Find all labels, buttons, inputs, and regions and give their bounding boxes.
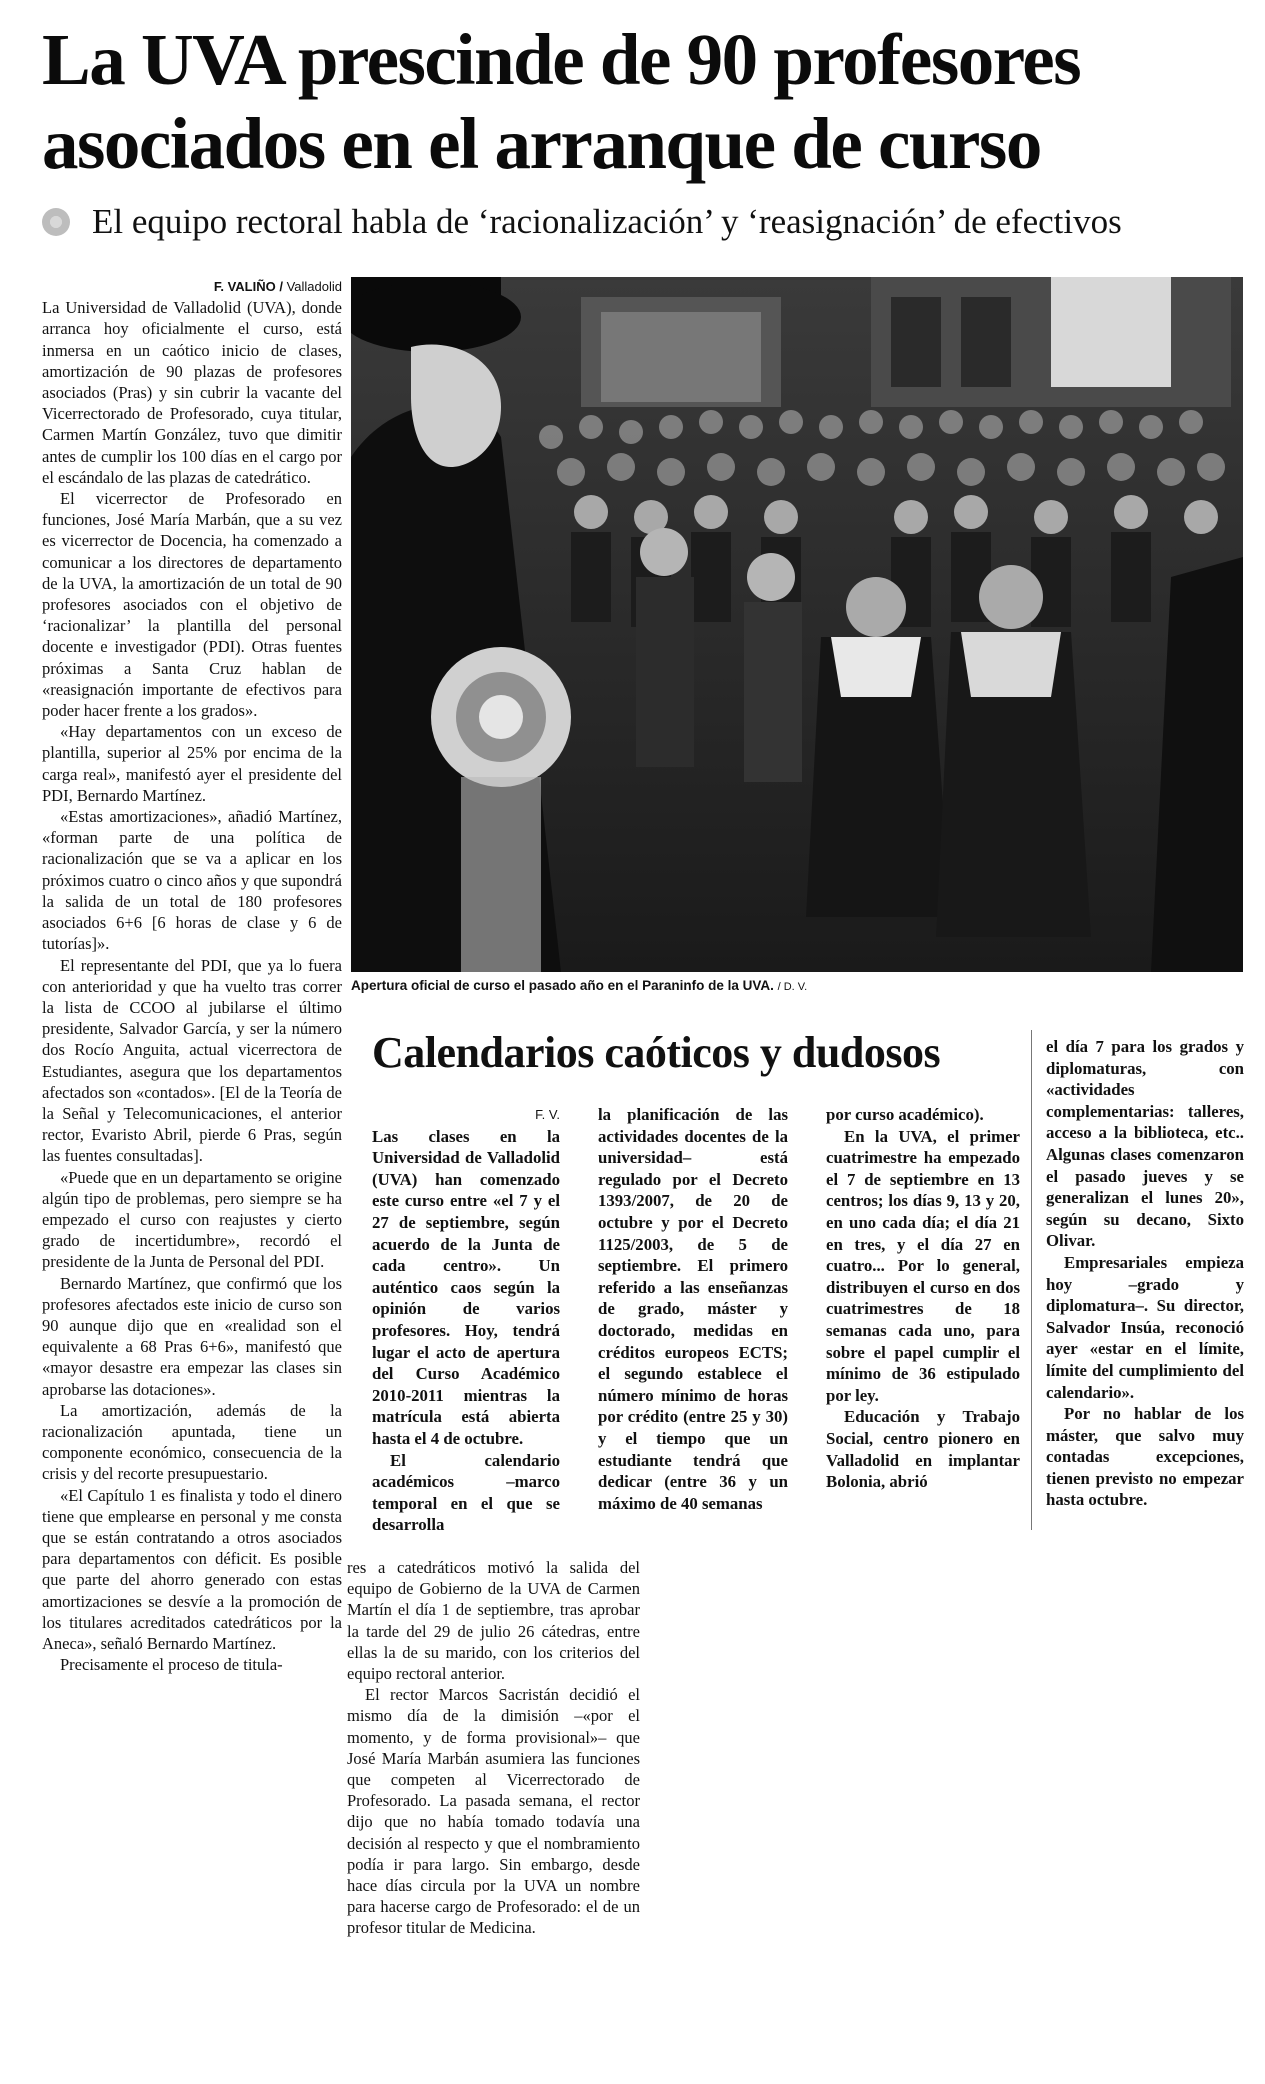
- sidebar-column-a: [372, 1104, 560, 1536]
- article-paragraph: El rector Marcos Sacristán decidió el mismo día de la dimisión –«por el momento, y de forma provisional»– que José María Marbán asumiera las funciones que competen al Vicerrectorado de Profesorado. La pasada semana, el rector dijo que no había tomado todavía una decisión al respecto y que el nombramiento podía ir para largo. Sin embargo, desde hace días circula por la UVA un nombre para hacerse cargo de Profesorado: el de un profesor titular de Medicina.: [347, 1685, 640, 1938]
- article-paragraph: «Puede que en un departamento se origine algún tipo de problemas, pero siempre se ha empezado el curso con reajustes y cierto grado de incertidumbre», recordó el presidente de la Junta de Personal del PDI.: [42, 1167, 342, 1272]
- sidebar-paragraph: Empresariales empieza hoy –grado y diplomatura–. Su director, Salvador Insúa, reconoció ayer «estar en el límite, límite del cumplimiento del calendario».: [1046, 1252, 1244, 1402]
- sidebar-paragraph: el día 7 para los grados y diplomaturas, con «actividades complementarias: talleres, acceso a la biblioteca, etc.. Algunas clases comenzaron el pasado jueves y se generalizan el lunes 20», según su decano, Sixto Olivar.: [1046, 1037, 1244, 1251]
- photo-caption-text: Apertura oficial de curso el pasado año en el Paraninfo de la UVA.: [351, 978, 774, 993]
- sidebar-divider: [1031, 1030, 1032, 1530]
- sidebar-paragraph: En la UVA, el primer cuatrimestre ha empezado el 7 de septiembre en 13 centros; los días 9, 13 y 20, en uno cada día; el día 21 en tres, y el día 27 en cuatro... Por lo general, distribuyen el curso en dos cuatrimestres de 18 semanas cada uno, para sobre el papel cumplir el mínimo de 36 estipulado por ley.: [826, 1126, 1020, 1405]
- sidebar-column-d: [1046, 1036, 1244, 1511]
- byline-author: F. VALIÑO /: [213, 279, 283, 294]
- article-paragraph: Precisamente el proceso de titula-: [60, 1655, 283, 1675]
- sidebar-byline: F. V.: [535, 1107, 560, 1122]
- article-column-2: [347, 1557, 640, 1939]
- article-paragraph: El representante del PDI, que ya lo fuera con anterioridad y que ha vuelto tras correr la lista de CCOO al jubilarse el último presidente, Salvador García, y ser la número dos Rocío Anguita, actual vicerrectora de Estudiantes, asegura que los departamentos afectados son «contados». [El de la Teoría de la Señal y Telecomunicaciones, el anterior rector, Evaristo Abril, pierde 6 Pras, según las fuentes consultadas].: [42, 955, 342, 1166]
- sidebar-column-c: [826, 1104, 1020, 1493]
- article-column-1: [42, 276, 342, 1675]
- sidebar-title: Calendarios caóticos y dudosos: [372, 1028, 941, 1077]
- sidebar-paragraph: Las clases en la Universidad de Valladolid (UVA) han comenzado este curso entre «el 7 y el 27 de septiembre, según acuerdo de la Junta de cada centro». Un auténtico caos según la opinión de varios profesores. Hoy, tendrá lugar el acto de apertura del Curso Académico 2010-2011 mientras la matrícula está abierta hasta el 4 de octubre.: [372, 1126, 560, 1448]
- headline-line-2: asociados en el arranque de curso: [42, 103, 1041, 184]
- byline: [42, 276, 342, 297]
- article-paragraph: «Estas amortizaciones», añadió Martínez, «forman parte de una política de racionalización que se va a aplicar en los próximos cuatro o cinco años y que supondrá la salida de un total de 180 profesores asociados 6+6 [6 horas de clase y 6 de tutorías]».: [42, 807, 342, 954]
- article-paragraph: La amortización, además de la racionalización apuntada, tiene un componente económico, consecuencia de la crisis y del recorte presupuestario.: [42, 1400, 342, 1484]
- sidebar-column-b: [598, 1104, 788, 1514]
- headline-line-1: La UVA prescinde de 90 profesores: [42, 19, 1081, 100]
- article-paragraph: Bernardo Martínez, que confirmó que los profesores afectados este inicio de curso son 90 aunque dijo que en «realidad son el equivalente a 68 Pras 6+6», manifestó que «mayor desastre era empezar las clases sin aprobarse las dotaciones».: [42, 1273, 342, 1399]
- subheadline-text: El equipo rectoral habla de ‘racionalización’ y ‘reasignación’ de efectivos: [92, 202, 1122, 241]
- ceremony-photo-illustration: [351, 277, 1243, 972]
- article-paragraph: El vicerrector de Profesorado en funciones, José María Marbán, que a su vez es vicerrector de Docencia, ha comenzado a comunicar a los directores de departamento de la UVA, la amortización de un total de 90 profesores asociados con el objetivo de ‘racionalizar’ la plantilla del personal docente e investigador (PDI). Otras fuentes próximas a Santa Cruz hablan de «reasignación importante de efectivos para poder hacer frente a los grados».: [42, 489, 342, 721]
- ceremony-photo: [351, 277, 1243, 972]
- article-paragraph: «Hay departamentos con un exceso de plantilla, superior al 25% por encima de la carga real», manifestó ayer el presidente del PDI, Bernardo Martínez.: [42, 722, 342, 805]
- sidebar-paragraph: Educación y Trabajo Social, centro pionero en Valladolid en implantar Bolonia, abrió: [826, 1407, 1020, 1492]
- bullet-dot-icon: [42, 208, 70, 236]
- article-paragraph: «El Capítulo 1 es finalista y todo el dinero tiene que emplearse en personal y me consta que se están contratando a otros asociados para departamentos con déficit. Es posible que parte del ahorro generado con estas amortizaciones se desvíe a la promoción de los titulares acreditados catedráticos por la Aneca», señaló Bernardo Martínez.: [42, 1485, 342, 1653]
- sidebar-paragraph: Por no hablar de los máster, que salvo muy contadas excepciones, tienen previsto no empezar hasta octubre.: [1046, 1404, 1244, 1510]
- sidebar-paragraph: la planificación de las actividades docentes de la universidad– está regulado por el Decreto 1393/2007, de 20 de octubre y por el Decreto 1125/2003, de 5 de septiembre. El primero referido a las enseñanzas de grado, máster y doctorado, medidas en créditos europeos ECTS; el segundo establece el número mínimo de horas por crédito (entre 25 y 30) y el tiempo que un estudiante tendrá que dedicar (entre 36 y un máximo de 40 semanas: [598, 1105, 788, 1513]
- sidebar-paragraph: El calendario académicos –marco temporal en el que se desarrolla: [372, 1450, 560, 1535]
- photo-caption: [351, 978, 1243, 993]
- subheadline: [42, 200, 1242, 244]
- sidebar-paragraph: por curso académico).: [826, 1105, 984, 1124]
- byline-location: Valladolid: [286, 279, 342, 294]
- article-paragraph: La Universidad de Valladolid (UVA), donde arranca hoy oficialmente el curso, está inmersa en un caótico inicio de clases, amortización de 90 plazas de profesores asociados (Pras) y sin cubrir la vacante del Vicerrectorado de Profesorado, cuya titular, Carmen Martín González, tuvo que dimitir antes de cumplir los 100 días en el cargo por el escándalo de las plazas de catedrático.: [42, 298, 342, 487]
- photo-credit: / D. V.: [777, 981, 808, 993]
- article-paragraph: res a catedráticos motivó la salida del equipo de Gobierno de la UVA de Carmen Martín el día 1 de septiembre, tras aprobar la tarde del 29 de julio 26 cátedras, entre ellas la de su marido, con los criterios del equipo rectoral anterior.: [347, 1558, 640, 1684]
- headline: [42, 18, 1242, 186]
